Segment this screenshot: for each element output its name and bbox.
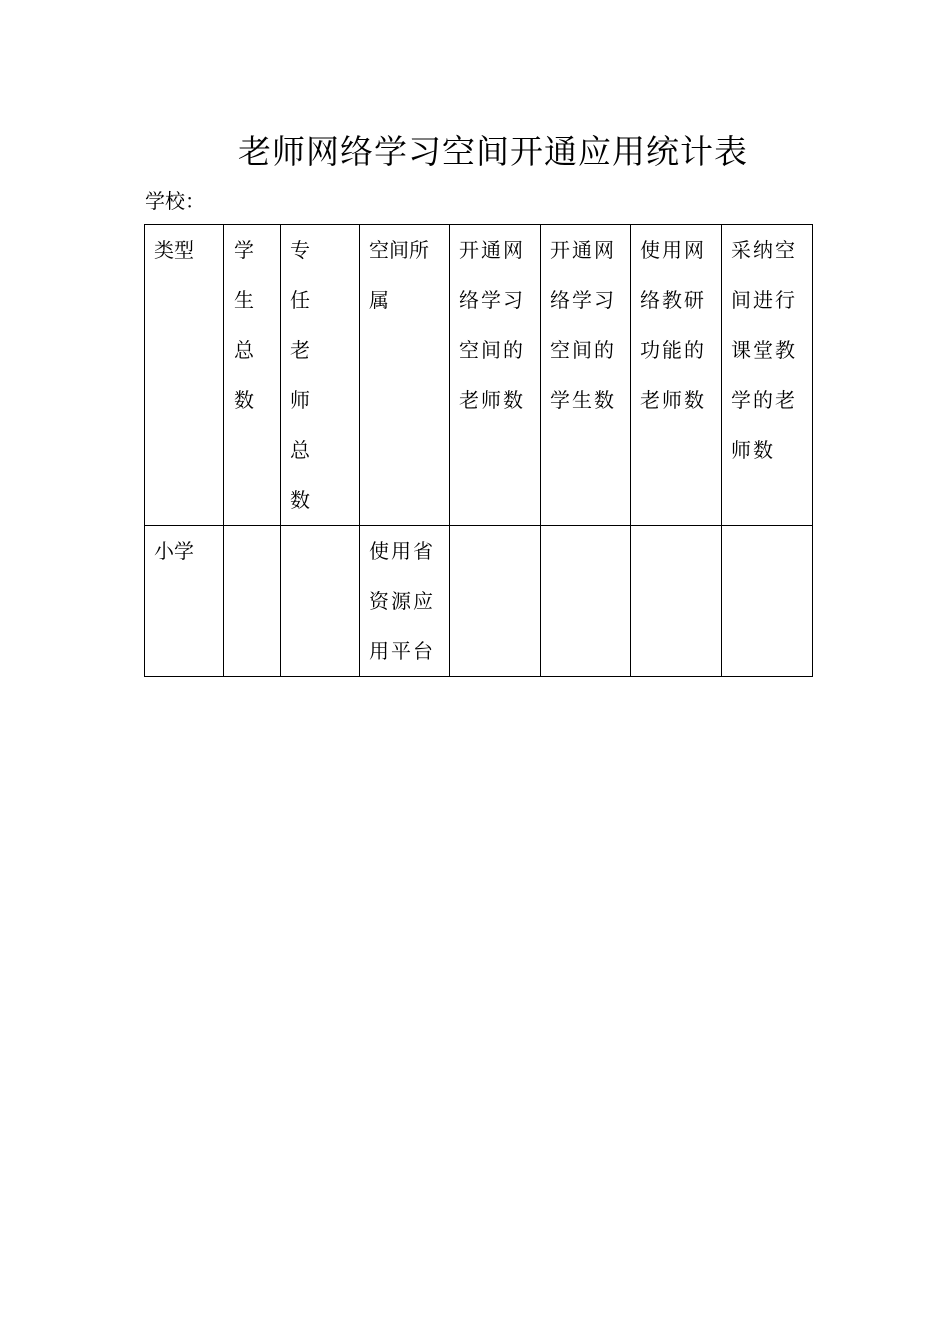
header-cell-type: 类型 <box>145 225 224 526</box>
page-title: 老师网络学习空间开通应用统计表 <box>238 132 748 171</box>
header-cell-teachers-opened: 开通网络学习空间的老师数 <box>450 225 541 526</box>
cell-teachers-research <box>631 526 722 677</box>
header-cell-teachers-classroom: 采纳空间进行课堂教学的老师数 <box>722 225 813 526</box>
header-cell-teachers-total: 专任老师总数 <box>281 225 360 526</box>
cell-teachers-opened <box>450 526 541 677</box>
table-header-row <box>145 225 813 526</box>
cell-students-total <box>224 526 281 677</box>
school-label: 学校： <box>145 189 205 213</box>
cell-teachers-total <box>281 526 360 677</box>
cell-space-owner: 使用省资源应用平台 <box>360 526 450 677</box>
header-cell-space-owner: 空间所属 <box>360 225 450 526</box>
cell-type: 小学 <box>145 526 224 677</box>
header-cell-students-total: 学生总数 <box>224 225 281 526</box>
cell-students-opened <box>541 526 631 677</box>
table-row <box>145 526 813 677</box>
header-cell-students-opened: 开通网络学习空间的学生数 <box>541 225 631 526</box>
statistics-table <box>144 224 813 677</box>
cell-teachers-classroom <box>722 526 813 677</box>
header-cell-teachers-research: 使用网络教研功能的老师数 <box>631 225 722 526</box>
